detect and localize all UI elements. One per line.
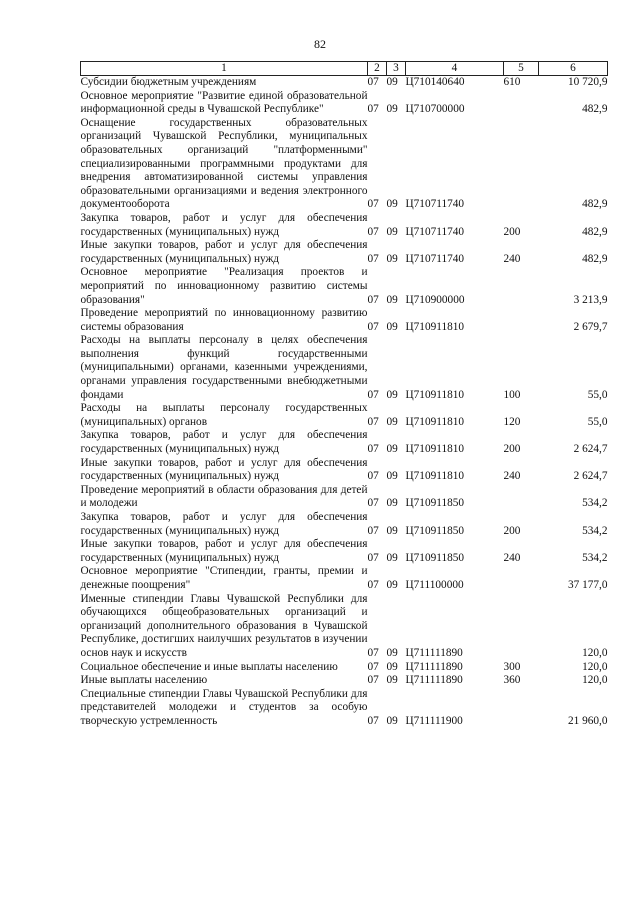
- row-section-code: 07: [367, 714, 379, 727]
- row-description: Именные стипендии Главы Чувашской Республики для обучающихся общеобразовательных организаций и организаций дополнительного образования в Чувашской Республике, достигших наилучших результатов в изучении основ наук и искусств: [80, 592, 368, 659]
- row-expense-type: [504, 484, 539, 511]
- row-amount: 2 624,7: [573, 470, 608, 483]
- row-target-code: Ц711100000: [405, 578, 464, 591]
- row-description: Основное мероприятие "Реализация проектов и мероприятий по инновационному развитию системы образования": [80, 266, 368, 306]
- row-amount: 534,2: [582, 524, 608, 537]
- row-subsection-code: 09: [386, 320, 398, 333]
- row-section-code: 07: [367, 388, 379, 401]
- row-subsection-code: 09: [386, 415, 398, 428]
- row-expense-type: 200: [503, 524, 521, 537]
- row-section-code: 07: [367, 443, 379, 456]
- row-target-code: Ц710711740: [405, 252, 465, 265]
- row-target-code: Ц710911810: [405, 320, 465, 333]
- row-subsection-code: 09: [386, 497, 398, 510]
- header-row: [81, 62, 608, 76]
- row-amount: 3 213,9: [573, 293, 608, 306]
- row-expense-type: 240: [503, 252, 521, 265]
- row-amount: 55,0: [587, 415, 608, 428]
- row-expense-type: [504, 90, 539, 117]
- row-description: Расходы на выплаты персоналу государственных (муниципальных) органов: [80, 402, 368, 428]
- row-description: Закупка товаров, работ и услуг для обеспечения государственных (муниципальных) нужд: [80, 211, 368, 238]
- row-subsection-code: 09: [386, 293, 398, 306]
- row-subsection-code: 09: [386, 524, 398, 537]
- row-expense-type: 100: [503, 388, 521, 401]
- row-target-code: Ц711111890: [405, 646, 463, 659]
- table-row: [81, 266, 608, 307]
- row-expense-type: 200: [503, 443, 521, 456]
- row-target-code: Ц710911850: [405, 497, 465, 510]
- row-description: Основное мероприятие "Развитие единой образовательной информационной среды в Чувашской Республике": [80, 89, 368, 116]
- row-expense-type: [504, 688, 539, 729]
- row-subsection-code: 09: [386, 252, 398, 265]
- row-target-code: Ц711111890: [405, 660, 463, 673]
- row-expense-type: [504, 266, 539, 307]
- row-target-code: Ц710911810: [405, 415, 465, 428]
- row-section-code: 07: [367, 415, 379, 428]
- row-description: Иные закупки товаров, работ и услуг для обеспечения государственных (муниципальных) нужд: [80, 239, 368, 265]
- header-col-6: 6: [539, 62, 608, 76]
- row-subsection-code: 09: [386, 551, 398, 564]
- table-row: [81, 90, 608, 117]
- table-row: [81, 511, 608, 538]
- row-section-code: 07: [367, 198, 379, 211]
- row-amount: 2 624,7: [573, 443, 608, 456]
- row-target-code: Ц710911850: [405, 524, 465, 537]
- row-expense-type: 240: [503, 470, 521, 483]
- row-amount: 534,2: [582, 497, 608, 510]
- row-target-code: Ц710911810: [405, 388, 465, 401]
- row-expense-type: 200: [503, 225, 521, 238]
- row-subsection-code: 09: [386, 103, 398, 116]
- row-subsection-code: 09: [386, 76, 398, 88]
- row-section-code: 07: [367, 660, 379, 673]
- row-description: Основное мероприятие "Стипендии, гранты, премии и денежные поощрения": [80, 565, 368, 591]
- row-amount: 120,0: [582, 674, 608, 687]
- row-subsection-code: 09: [386, 646, 398, 659]
- row-subsection-code: 09: [386, 470, 398, 483]
- row-section-code: 07: [367, 225, 379, 238]
- row-amount: 120,0: [582, 660, 608, 673]
- row-subsection-code: 09: [386, 388, 398, 401]
- table-row: [81, 457, 608, 484]
- row-description: Иные выплаты населению: [80, 674, 208, 687]
- row-description: Расходы на выплаты персоналу в целях обеспечения выполнения функций государственными (муниципальными) органами, казенными учреждениями, органами управления государственными внебюджетными фондами: [80, 334, 368, 401]
- row-description: Субсидии бюджетным учреждениям: [80, 76, 257, 88]
- row-target-code: Ц710911810: [405, 443, 465, 456]
- header-col-1: 1: [81, 62, 368, 76]
- row-amount: 2 679,7: [573, 320, 608, 333]
- row-amount: 120,0: [582, 646, 608, 659]
- row-amount: 21 960,0: [567, 714, 608, 727]
- table-row: [81, 565, 608, 592]
- row-expense-type: [504, 117, 539, 212]
- budget-table: [80, 61, 608, 729]
- header-col-3: 3: [387, 62, 406, 76]
- table-row: [81, 674, 608, 688]
- row-amount: 482,9: [582, 103, 608, 116]
- row-expense-type: 120: [503, 415, 521, 428]
- row-target-code: Ц710900000: [405, 293, 465, 306]
- row-target-code: Ц711111900: [405, 714, 463, 727]
- row-section-code: 07: [367, 470, 379, 483]
- table-row: [81, 212, 608, 239]
- row-target-code: Ц710911810: [405, 470, 465, 483]
- row-description: Проведение мероприятий в области образования для детей и молодежи: [80, 483, 368, 510]
- row-subsection-code: 09: [386, 674, 398, 687]
- row-section-code: 07: [367, 646, 379, 659]
- table-row: [81, 334, 608, 402]
- row-target-code: Ц710711740: [405, 225, 465, 238]
- row-expense-type: 360: [503, 674, 521, 687]
- row-description: Социальное обеспечение и иные выплаты населению: [80, 660, 338, 673]
- row-target-code: Ц710911850: [405, 551, 465, 564]
- row-target-code: Ц710140640: [405, 76, 465, 88]
- row-amount: 482,9: [582, 252, 608, 265]
- row-amount: 37 177,0: [567, 578, 608, 591]
- table-row: [81, 593, 608, 661]
- table-row: [81, 239, 608, 266]
- row-description: Иные закупки товаров, работ и услуг для обеспечения государственных (муниципальных) нужд: [80, 456, 368, 483]
- row-subsection-code: 09: [386, 578, 398, 591]
- row-amount: 534,2: [582, 551, 608, 564]
- row-subsection-code: 09: [386, 714, 398, 727]
- row-expense-type: [504, 307, 539, 334]
- header-col-2: 2: [368, 62, 387, 76]
- row-expense-type: 610: [503, 76, 521, 88]
- row-description: Закупка товаров, работ и услуг для обеспечения государственных (муниципальных) нужд: [80, 429, 368, 456]
- row-target-code: Ц710700000: [405, 103, 465, 116]
- header-col-4: 4: [406, 62, 504, 76]
- row-description: Оснащение государственных образовательных организаций Чувашской Республики, муниципальных образовательных организаций "платформенными" специализированными программными продуктами для внедрения автоматизированной системы управления образовательными организациями и ведения электронного документооборота: [80, 116, 368, 211]
- table-row: [81, 402, 608, 429]
- row-subsection-code: 09: [386, 225, 398, 238]
- row-section-code: 07: [367, 524, 379, 537]
- row-section-code: 07: [367, 103, 379, 116]
- row-section-code: 07: [367, 320, 379, 333]
- row-description: Иные закупки товаров, работ и услуг для обеспечения государственных (муниципальных) нужд: [80, 538, 368, 564]
- row-expense-type: [504, 565, 539, 592]
- row-amount: 482,9: [582, 225, 608, 238]
- row-subsection-code: 09: [386, 198, 398, 211]
- page-number: 82: [314, 37, 326, 51]
- row-section-code: 07: [367, 252, 379, 265]
- row-expense-type: 300: [503, 660, 521, 673]
- header-col-5: 5: [504, 62, 539, 76]
- table-row: [81, 117, 608, 212]
- row-amount: 55,0: [587, 388, 608, 401]
- row-description: Закупка товаров, работ и услуг для обеспечения государственных (муниципальных) нужд: [80, 511, 368, 537]
- row-amount: 10 720,9: [567, 76, 608, 88]
- row-section-code: 07: [367, 578, 379, 591]
- row-section-code: 07: [367, 293, 379, 306]
- row-section-code: 07: [367, 497, 379, 510]
- table-row: [81, 307, 608, 334]
- row-section-code: 07: [367, 674, 379, 687]
- table-row: [81, 661, 608, 675]
- row-description: Проведение мероприятий по инновационному развитию системы образования: [80, 307, 368, 333]
- row-subsection-code: 09: [386, 660, 398, 673]
- table-row: [81, 484, 608, 511]
- row-section-code: 07: [367, 76, 379, 88]
- row-description: Специальные стипендии Главы Чувашской Республики для представителей молодежи и студентов за особую творческую устремленность: [80, 687, 368, 727]
- row-target-code: Ц711111890: [405, 674, 463, 687]
- row-expense-type: [504, 593, 539, 661]
- table-row: [81, 429, 608, 456]
- table-row: [81, 688, 608, 729]
- row-amount: 482,9: [582, 198, 608, 211]
- row-expense-type: 240: [503, 551, 521, 564]
- row-section-code: 07: [367, 551, 379, 564]
- row-subsection-code: 09: [386, 443, 398, 456]
- table-row: [81, 76, 608, 90]
- row-target-code: Ц710711740: [405, 198, 465, 211]
- table-row: [81, 538, 608, 565]
